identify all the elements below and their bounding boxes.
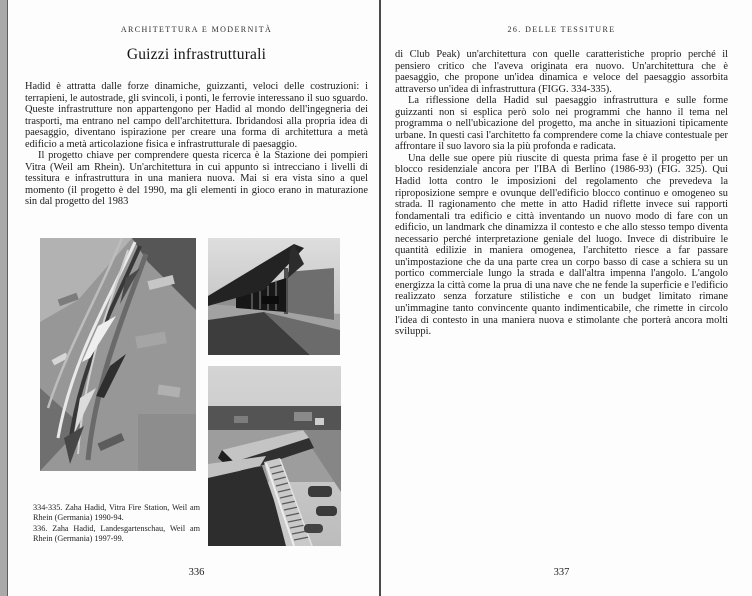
section-title: Guizzi infrastrutturali xyxy=(126,46,267,63)
left-page xyxy=(8,0,379,596)
vitra-painting-image xyxy=(40,238,196,471)
figure-captions xyxy=(33,503,200,545)
figure-vitra-fire-station xyxy=(208,238,340,355)
left-page-number: 336 xyxy=(188,567,205,578)
figure-vitra-painting xyxy=(40,238,196,471)
body-paragraph: Hadid è attratta dalle forze dinamiche, guizzanti, veloci delle costruzioni: i terrapieni, le autostrade, gli svincoli, i ponti, le ferrovie interessano il suo sguardo. Queste infrastrutture non appartengono per Hadid al mondo dell'ingegneria dei trasporti, ma entrano nel campo dell'architettura. Ibridandosi alla propria idea di paesaggio, diventano ispirazione per creare una forma di architettura a metà edificio a metà articolazione fisica e infrastrutturale di paesaggio. xyxy=(25,81,368,150)
book-left-edge xyxy=(0,0,8,596)
body-paragraph: Il progetto chiave per comprendere questa ricerca è la Stazione dei pompieri Vitra (Weil am Rhein). Un'architettura in cui appunto si intrecciano i livelli di tessitura e infrastruttura in una maniera nuova. Mai si era vista sino a quel momento (il progetto è del 1990, ma gli elementi in gioco erano in maturazione sin dal progetto del 1983 xyxy=(25,150,368,208)
figure-caption: 334-335. Zaha Hadid, Vitra Fire Station, Weil am Rhein (Germania) 1990-94. xyxy=(33,503,200,523)
vitra-fire-station-image xyxy=(208,238,340,355)
left-body-text xyxy=(25,81,368,208)
landesgartenschau-image xyxy=(208,366,341,546)
body-paragraph: Una delle sue opere più riuscite di questa prima fase è il progetto per un blocco residenziale ancora per l'IBA di Berlino (1986-93) (FIG. 325). Qui Hadid lotta contro le imposizioni del regolamento che prevedeva la riproposizione sempre e ovunque dell'edificio blocco continuo e omogeneo su strada. Il ragionamento che mette in atto Hadid riflette invece sui rapporti fondamentali tra edificio e città inventando un nuovo modo di fare con un edificio, un landmark che dinamizza il contesto e che allo stesso tempo diventa necessario perché interpretazione geniale del luogo. Invece di distribuire le quantità edilizie in maniera omogenea, l'architetto riesce a far passare un'impostazione che da una parte crea un corpo basso di case a schiera su un portico commerciale lungo la strada e dall'altra impenna l'angolo. L'angolo energizza la città come la prua di una nave che ne fende la superficie e l'edificio realizzato senza forzature stilistiche e con un budget limitato rimane un'immagine tanto convincente quanto indimenticabile, che rimette in circolo l'idea di contesto in una maniera nuova e stimolante che porterà ancora molti sviluppi. xyxy=(395,152,728,338)
left-running-head: ARCHITETTURA E MODERNITÀ xyxy=(120,25,273,34)
right-running-head: 26. DELLE TESSITURE xyxy=(507,25,616,34)
right-page-number: 337 xyxy=(553,567,570,578)
figure-caption: 336. Zaha Hadid, Landesgartenschau, Weil am Rhein (Germania) 1997-99. xyxy=(33,523,200,544)
body-paragraph: La riflessione della Hadid sul paesaggio infrastruttura e sulle forme guizzanti non si esplica però solo nei programmi che hanno il tema nel programma o nell'ubicazione del progetto, ma anche in situazioni tipicamente urbane. In questi casi l'architetto fa comprendere come la chiave contestuale per affrontare il suo lavoro sia la più profonda e radicata. xyxy=(395,95,728,153)
body-paragraph: di Club Peak) un'architettura con quelle caratteristiche proprio perché il pensiero critico che l'aveva originata era nuovo. Un'architettura che è paesaggio, che propone un'idea dinamica e veloce del paesaggio assorbita attraverso un'idea di infrastruttura (FIGG. 334-335). xyxy=(395,49,728,95)
right-page xyxy=(381,0,752,596)
right-body-text xyxy=(395,49,728,338)
figure-landesgartenschau xyxy=(208,366,341,546)
